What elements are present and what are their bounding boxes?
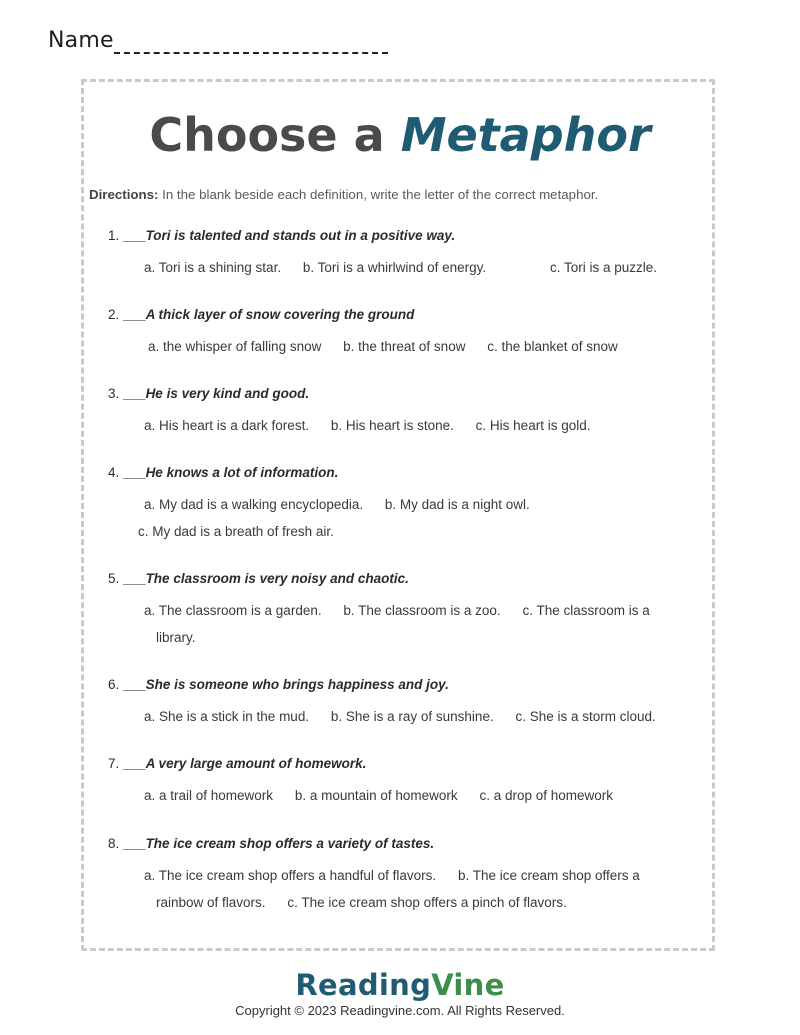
option-a: a. My dad is a walking encyclopedia. bbox=[144, 497, 364, 512]
answer-blank: ___ bbox=[123, 465, 146, 480]
title-part-2: Metaphor bbox=[400, 108, 651, 162]
option-b: b. His heart is stone. bbox=[330, 418, 454, 433]
answer-options bbox=[108, 412, 708, 439]
copyright-notice: Copyright © 2023 Readingvine.com. All Rights Reserved. bbox=[235, 1003, 565, 1018]
question-number: 6. bbox=[108, 677, 120, 692]
question-7 bbox=[108, 756, 708, 809]
question-stem: The ice cream shop offers a variety of tastes. bbox=[145, 836, 435, 851]
question-number: 2. bbox=[108, 307, 120, 322]
option-c-continued: library. bbox=[156, 630, 196, 645]
question-stem: He is very kind and good. bbox=[145, 386, 310, 401]
option-b: b. The ice cream shop offers a bbox=[457, 868, 640, 883]
question-stem: A thick layer of snow covering the ground bbox=[145, 307, 415, 322]
question-stem: She is someone who brings happiness and joy. bbox=[145, 677, 449, 692]
option-a: a. She is a stick in the mud. bbox=[144, 709, 310, 724]
answer-options bbox=[108, 862, 708, 916]
question-number: 1. bbox=[108, 228, 120, 243]
question-number: 4. bbox=[108, 465, 120, 480]
option-b-continued: rainbow of flavors. bbox=[156, 895, 266, 910]
option-b: b. Tori is a whirlwind of energy. bbox=[302, 260, 487, 275]
option-c: c. She is a storm cloud. bbox=[515, 709, 656, 724]
answer-options bbox=[108, 597, 708, 651]
name-label: Name bbox=[48, 28, 114, 53]
question-2 bbox=[108, 307, 708, 360]
option-b: b. My dad is a night owl. bbox=[384, 497, 530, 512]
answer-options bbox=[108, 491, 708, 545]
option-a: a. the whisper of falling snow bbox=[148, 339, 322, 354]
answer-options bbox=[108, 333, 708, 360]
answer-blank: ___ bbox=[123, 677, 146, 692]
option-c: c. the blanket of snow bbox=[487, 339, 618, 354]
question-6 bbox=[108, 677, 708, 730]
name-blank-line bbox=[114, 52, 388, 54]
question-4 bbox=[108, 465, 708, 545]
answer-options bbox=[108, 254, 708, 281]
question-number: 7. bbox=[108, 756, 120, 771]
directions-text: In the blank beside each definition, write the letter of the correct metaphor. bbox=[158, 187, 599, 202]
worksheet-title bbox=[0, 108, 800, 162]
question-stem: He knows a lot of information. bbox=[145, 465, 339, 480]
option-b: b. the threat of snow bbox=[343, 339, 466, 354]
answer-blank: ___ bbox=[123, 386, 146, 401]
directions bbox=[89, 187, 714, 202]
option-c: c. a drop of homework bbox=[479, 788, 614, 803]
option-c: c. The ice cream shop offers a pinch of flavors. bbox=[287, 895, 567, 910]
option-c: c. Tori is a puzzle. bbox=[549, 260, 657, 275]
question-1 bbox=[108, 228, 708, 281]
question-stem: A very large amount of homework. bbox=[145, 756, 367, 771]
answer-blank: ___ bbox=[123, 756, 146, 771]
logo-part-2: Vine bbox=[431, 968, 505, 1002]
question-number: 5. bbox=[108, 571, 120, 586]
option-b: b. a mountain of homework bbox=[294, 788, 458, 803]
question-stem: The classroom is very noisy and chaotic. bbox=[145, 571, 409, 586]
answer-options bbox=[108, 782, 708, 809]
option-a: a. The classroom is a garden. bbox=[144, 603, 322, 618]
question-number: 3. bbox=[108, 386, 120, 401]
logo-part-1: Reading bbox=[295, 968, 432, 1002]
answer-blank: ___ bbox=[123, 836, 146, 851]
option-c: c. My dad is a breath of fresh air. bbox=[138, 524, 334, 539]
option-a: a. The ice cream shop offers a handful of flavors. bbox=[144, 868, 437, 883]
option-a: a. Tori is a shining star. bbox=[144, 260, 282, 275]
question-5 bbox=[108, 571, 708, 651]
option-a: a. His heart is a dark forest. bbox=[144, 418, 310, 433]
option-a: a. a trail of homework bbox=[144, 788, 274, 803]
option-c: c. His heart is gold. bbox=[475, 418, 591, 433]
option-b: b. She is a ray of sunshine. bbox=[330, 709, 494, 724]
question-number: 8. bbox=[108, 836, 120, 851]
question-3 bbox=[108, 386, 708, 439]
question-8 bbox=[108, 836, 708, 916]
question-stem: Tori is talented and stands out in a positive way. bbox=[145, 228, 456, 243]
answer-blank: ___ bbox=[123, 307, 146, 322]
answer-options bbox=[108, 703, 708, 730]
option-b: b. The classroom is a zoo. bbox=[343, 603, 501, 618]
directions-label: Directions: bbox=[89, 187, 159, 202]
option-c: c. The classroom is a bbox=[522, 603, 650, 618]
readingvine-logo bbox=[0, 968, 800, 1002]
answer-blank: ___ bbox=[123, 228, 146, 243]
answer-blank: ___ bbox=[123, 571, 146, 586]
title-part-1: Choose a bbox=[149, 108, 401, 162]
